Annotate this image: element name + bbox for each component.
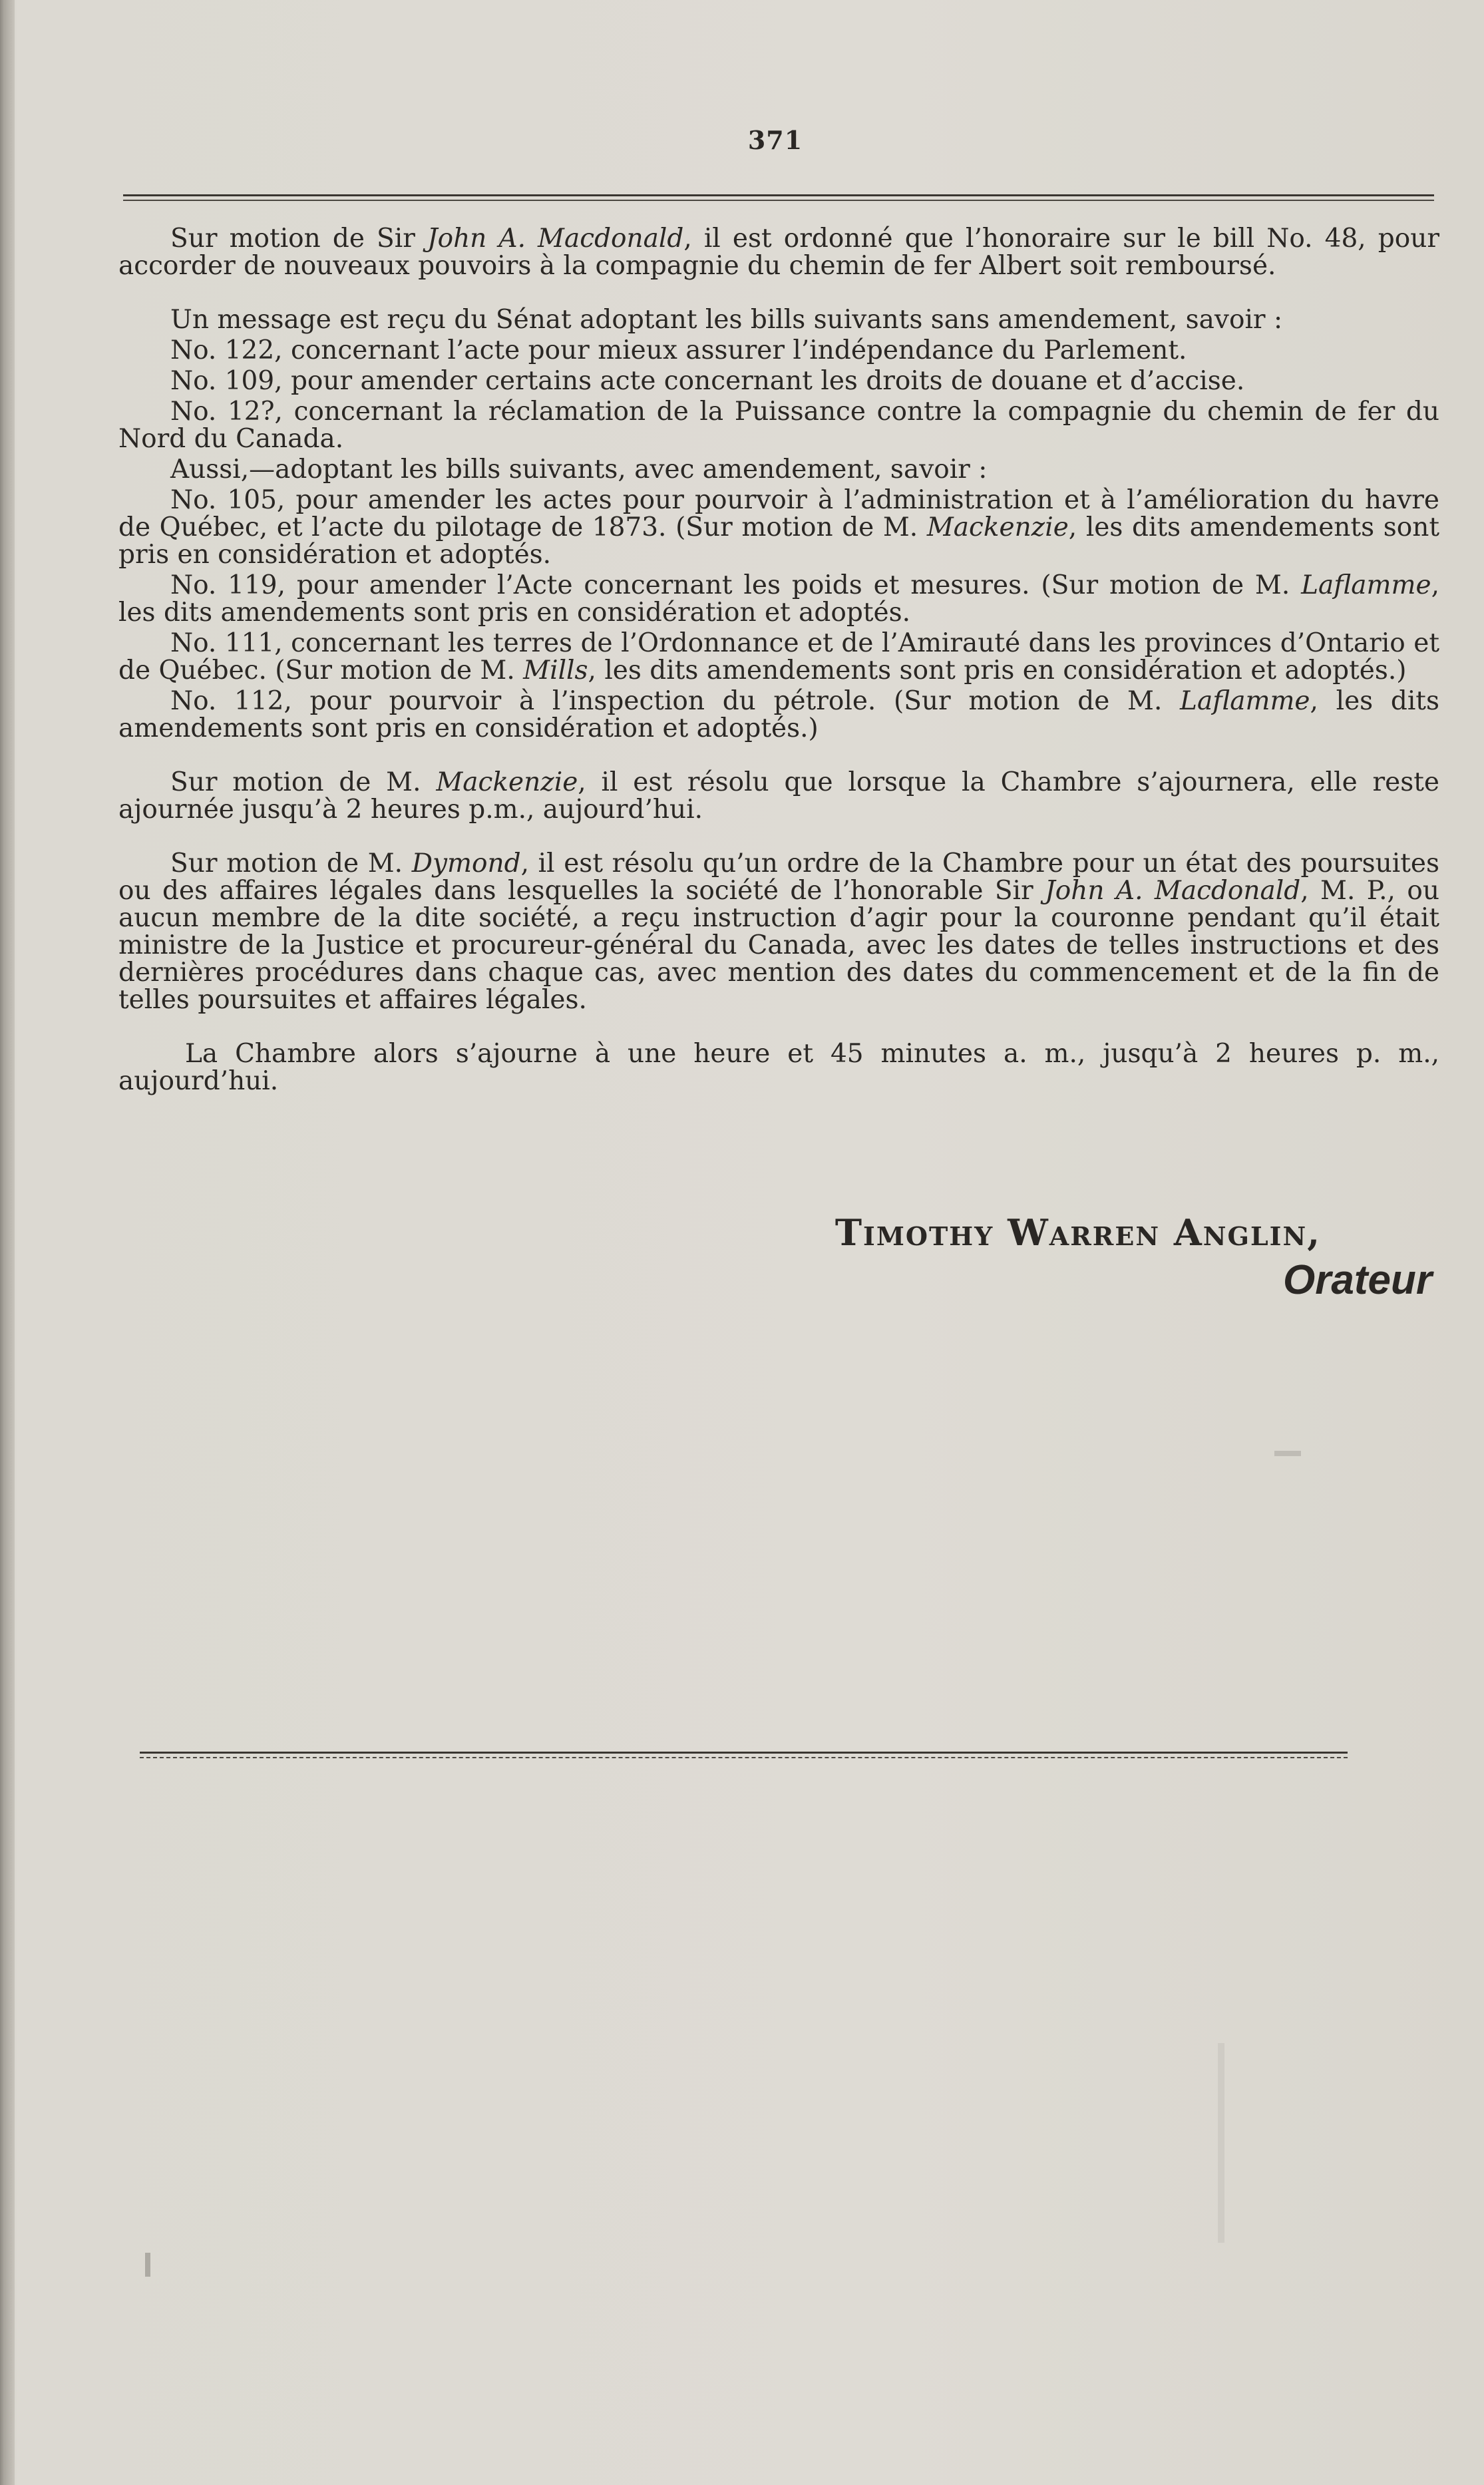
text-run: , les dits amendements sont pris en considération et adoptés. [118, 512, 1439, 570]
paragraph-bill-122: No. 122, concernant l’acte pour mieux assurer l’indépendance du Parlement. [170, 335, 1187, 365]
text-run: , les dits amendements sont pris en considération et adoptés. [118, 570, 1439, 628]
member-name: John A. Macdonald [1045, 876, 1301, 906]
paragraph-bill-111 [118, 630, 1439, 684]
text-run: , il est résolu qu’un ordre de la Chambre pour un état des poursuites ou des affaires légales dans lesquelles la société de l’honorable Sir [118, 849, 1439, 906]
text-run: No. 119, pour amender l’Acte concernant les poids et mesures. (Sur motion de M. [170, 570, 1302, 600]
paragraph-bill-12x: No. 12?, concernant la réclamation de la Puissance contre la compagnie du chemin de fer du Nord du Canada. [118, 397, 1439, 454]
signature-title: Orateur [1283, 1257, 1432, 1303]
paragraph-senate-message: Un message est reçu du Sénat adoptant les bills suivants sans amendement, savoir : [170, 305, 1283, 335]
page-number: 371 [747, 125, 803, 155]
text-run: , les dits amendements sont pris en considération et adoptés.) [118, 686, 1439, 743]
paragraph-bill-112 [118, 687, 1439, 742]
paragraph-bill-119 [118, 572, 1439, 626]
bottom-rule-inner [140, 1757, 1348, 1758]
member-name: Mills [523, 656, 588, 685]
paragraph-fee-refund [118, 225, 1439, 280]
print-smudge [145, 2253, 150, 2277]
text-run: Sur motion de Sir [170, 224, 427, 254]
text-run: , il est résolu que lorsque la Chambre s’ajournera, elle reste ajournée jusqu’à 2 heures p.m., aujourd’hui. [118, 767, 1439, 825]
print-smudge [1274, 1451, 1301, 1456]
journal-body [118, 225, 1439, 1095]
signature-name: Timothy Warren Anglin, [835, 1211, 1321, 1254]
member-name: Dymond [411, 849, 521, 878]
paragraph-house-adjourns: La Chambre alors s’ajourne à une heure et 45 minutes a. m., jusqu’à 2 heures p. m., aujourd’hui. [118, 1039, 1439, 1096]
text-run: , il est ordonné que l’honoraire sur le bill No. 48, pour accorder de nouveaux pouvoirs à la compagnie du chemin de fer Albert soit remboursé. [118, 224, 1439, 281]
page-binding-edge [0, 0, 15, 2485]
paragraph-with-amendment: Aussi,—adoptant les bills suivants, avec amendement, savoir : [170, 455, 988, 484]
member-name: Mackenzie [436, 767, 578, 797]
text-run: No. 105, pour amender les actes pour pourvoir à l’administration et à l’amélioration du havre de Québec, et l’acte du pilotage de 1873. (Sur motion de M. [118, 485, 1439, 542]
top-rule-inner [123, 200, 1434, 201]
text-run: , les dits amendements sont pris en considération et adoptés.) [588, 656, 1407, 685]
paragraph-bill-105 [118, 486, 1439, 568]
member-name: Mackenzie [926, 512, 1069, 542]
text-run: No. 111, concernant les terres de l’Ordonnance et de l’Amirauté dans les provinces d’Ontario et de Québec. (Sur motion de M. [118, 628, 1439, 685]
top-rule [123, 194, 1434, 196]
text-run: , M. P., ou aucun membre de la dite société, a reçu instruction d’agir pour la couronne pendant qu’il était ministre de la Justice et procureur-général du Canada, avec les dates de telles instructions et des dernières procédures dans chaque cas, avec mention des dates du commencement et de la fin de telles poursuites et affaires légales. [118, 876, 1439, 1015]
text-run: Sur motion de M. [170, 849, 412, 878]
paragraph-dymond-motion [118, 850, 1439, 1014]
member-name: John A. Macdonald [427, 224, 684, 254]
text-run: Sur motion de M. [170, 767, 437, 797]
member-name: Laflamme [1180, 686, 1310, 716]
print-smudge [1218, 2043, 1224, 2243]
text-run: No. 112, pour pourvoir à l’inspection du pétrole. (Sur motion de M. [170, 686, 1181, 716]
bottom-rule [140, 1752, 1348, 1754]
member-name: Laflamme [1301, 570, 1431, 600]
paragraph-bill-109: No. 109, pour amender certains acte concernant les droits de douane et d’accise. [170, 366, 1245, 396]
paragraph-adjournment-motion [118, 769, 1439, 823]
